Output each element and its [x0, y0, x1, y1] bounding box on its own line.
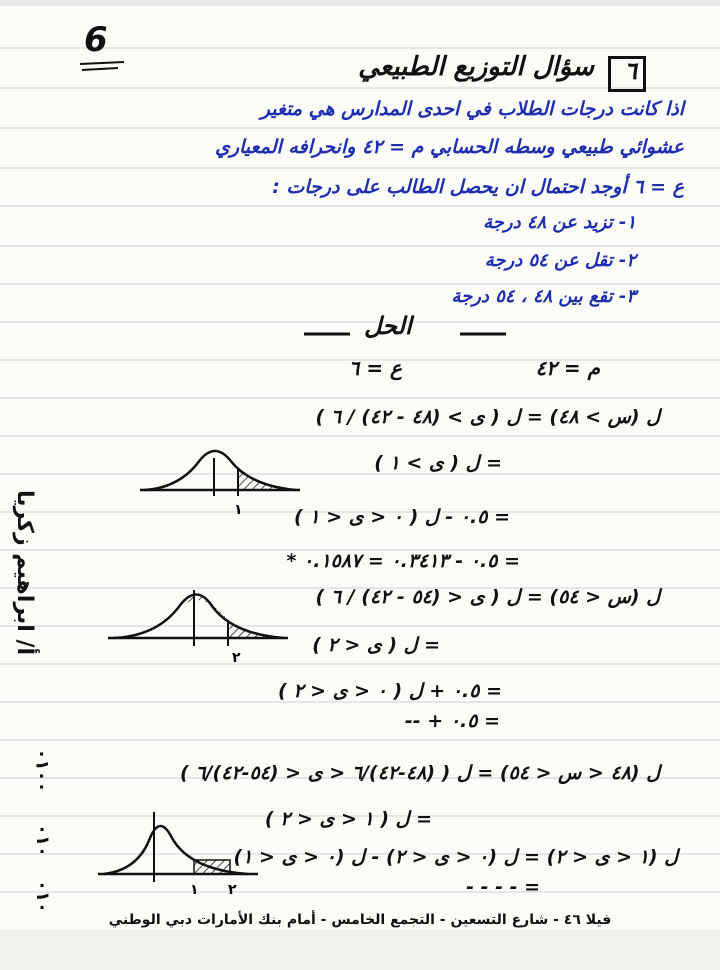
question-number: ٦ — [624, 57, 637, 85]
page-number-underline — [78, 60, 128, 74]
step-2: = ل ( ى > ١ ) — [374, 452, 502, 474]
normal-curve-1 — [140, 440, 300, 520]
side-note-teacher: أ/ ابراهيم زكريا — [12, 489, 38, 656]
problem-line-3: ع = ٦ أوجد احتمال ان يحصل الطالب على درجات : — [272, 176, 684, 198]
step-5: ل (س < ٥٤) = ل ( ى < (٥٤ - ٤٢) / ٦ ) — [315, 586, 660, 608]
step-8: = ٠.٥ + -- — [404, 710, 500, 732]
page-number: 6 — [84, 20, 108, 60]
step-11: ل (١ < ى < ٢) = ل (٠ < ى < ٢) - ل (٠ < ى < ١) — [233, 846, 678, 868]
curve2-label: ٢ — [232, 650, 241, 666]
step-10: = ل ( ١ < ى < ٢ ) — [264, 808, 432, 830]
problem-line-2: عشوائي طبيعي وسطه الحسابي م = ٤٢ وانحرافه المعياري — [214, 136, 684, 158]
normal-curve-3 — [98, 808, 258, 898]
question-item-1: ١- تزيد عن ٤٨ درجة — [483, 212, 636, 233]
step-7: = ٠.٥ + ل ( ٠ < ى < ٢ ) — [278, 680, 502, 702]
step-4: = ٠.٥ - ٠.٣٤١٣ = ٠.١٥٨٧ * — [286, 550, 520, 572]
normal-curve-2 — [108, 580, 288, 670]
curve3-label-1: ١ — [190, 882, 199, 898]
step-9: ل (٤٨ < س < ٥٤) = ل ( (٤٨-٤٢)/٦ < ى < (٥٤-٤٢)/٦ ) — [179, 762, 660, 784]
solution-heading: الحل — [364, 312, 412, 340]
given-mean: م = ٤٢ — [535, 356, 600, 380]
question-item-2: ٢- تقل عن ٥٤ درجة — [484, 250, 636, 271]
step-3: = ٠.٥ - ل ( ٠ < ى < ١ ) — [294, 506, 510, 528]
problem-line-1: اذا كانت درجات الطلاب في احدى المدارس هي متغير — [260, 98, 684, 120]
footer-address: فيلا ٤٦ - شارع التسعين - التجمع الخامس - أمام بنك الأمارات دبي الوطني — [108, 912, 612, 928]
given-sd: ع = ٦ — [348, 356, 402, 380]
curve1-label: ١ — [234, 502, 243, 518]
side-note-low-2: ٠١٠ — [31, 880, 53, 913]
side-note-mid: ٠١٠٠ — [31, 748, 53, 793]
question-number-box — [608, 56, 646, 92]
question-item-3: ٣- تقع بين ٤٨ ، ٥٤ درجة — [451, 286, 636, 307]
step-1: ل (س > ٤٨) = ل ( ى > (٤٨ - ٤٢) / ٦ ) — [315, 406, 660, 428]
step-12: = - - - - — [466, 876, 540, 898]
question-title: سؤال التوزيع الطبيعي — [358, 52, 594, 82]
step-6: = ل ( ى < ٢ ) — [312, 634, 440, 656]
curve3-label-2: ٢ — [228, 882, 237, 898]
side-note-low-1: ٠١٠ — [31, 824, 53, 857]
